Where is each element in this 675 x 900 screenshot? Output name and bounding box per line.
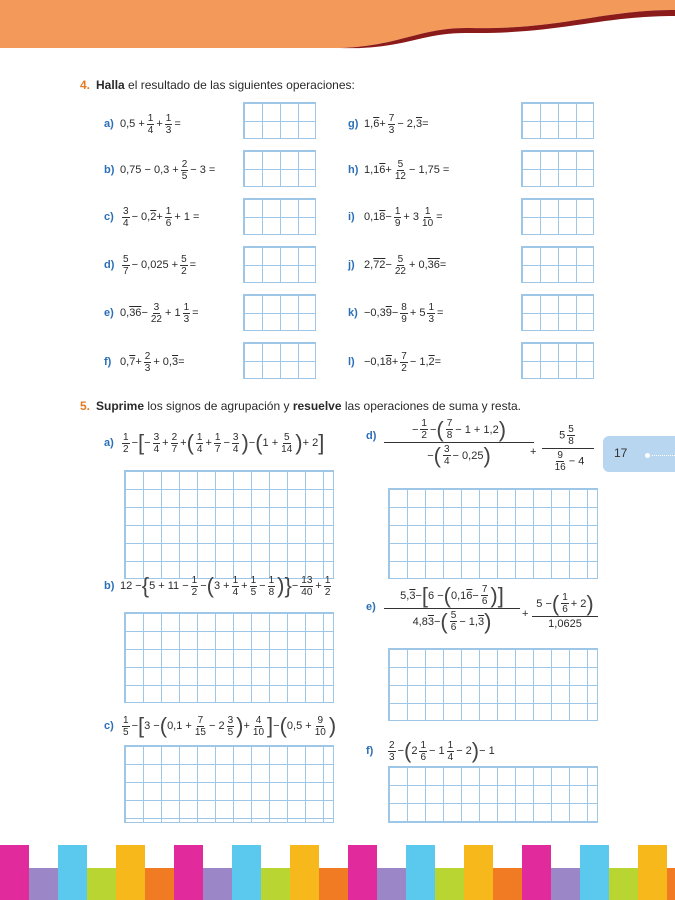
exercise-5d-second: 5 $\frac{5}{8}$ $\frac{9}{16}$ − 4 [542,424,594,473]
footer-stripe [377,868,406,900]
answer-grid-5f[interactable] [388,766,598,823]
footer-stripe [435,868,464,900]
exercise-5e: e) [366,601,376,613]
footer-stripe [58,845,87,900]
answer-grid-5b[interactable] [124,612,334,703]
footer-stripe [145,868,174,900]
page-dotted-line [652,455,675,456]
footer-stripe [522,845,551,900]
answer-grid-5e[interactable] [388,648,598,721]
exercise-5e-expression: 5, 3 − [ 6 − ( 0,1 6 − $\frac{7}{6}$ ) ] 4,8 3 − ( $\frac{5}{6}$ − 1, 3 ) [384,584,520,633]
exercise-4e: e) 0, 36 − $\frac{3}{22}$ + 1 $\frac{1}{3}$ = [104,301,199,325]
exercise-5e-second: 5 − ( $\frac{1}{6}$ + 2 ) 1,0625 [532,592,598,630]
answer-grid-4a[interactable] [243,102,316,139]
exercise-5d: d) [366,430,377,442]
footer-stripe [464,845,493,900]
footer-stripe [0,845,29,900]
footer-stripe [29,868,58,900]
footer-stripe [87,868,116,900]
exercise-4a: a) 0,5 + $\frac{1}{4}$ + $\frac{1}{3}$ = [104,112,181,136]
footer-stripe [203,868,232,900]
answer-grid-5c[interactable] [124,745,334,823]
exercise-number: 4. [80,78,91,92]
footer-stripe [609,868,638,900]
exercise-5b: b) 12 − { 5 + 11 − $\frac{1}{2}$ − ( 3 + $\frac{1}{4}$ + $\frac{1}{5}$ − $\frac{1}{8}$ ) } − $\frac{13}{40}$ + $\frac{1}{2}$ [104,573,331,598]
footer-stripe [290,845,319,900]
header-banner [0,0,675,60]
exercise-5d-expression: − $\frac{1}{2}$ − ( $\frac{7}{8}$ − 1 + 1,2 ) − ( $\frac{3}{4}$ − 0,25 ) [384,418,534,467]
answer-grid-4j[interactable] [521,246,594,283]
footer-stripe [174,845,203,900]
exercise-4k: k) −0,3 9 − $\frac{8}{9}$ + 5 $\frac{1}{3}$ = [348,301,444,325]
answer-grid-4e[interactable] [243,294,316,331]
plus-sign: + [530,446,537,458]
answer-grid-4g[interactable] [521,102,594,139]
footer-stripe [551,868,580,900]
answer-grid-4d[interactable] [243,246,316,283]
answer-grid-4k[interactable] [521,294,594,331]
exercise-4f: f) 0, 7 + $\frac{2}{3}$ + 0, 3 = [104,350,185,374]
exercise-4j: j) 2, 72 − $\frac{5}{22}$ + 0, 36 = [348,253,447,277]
footer-stripe [580,845,609,900]
exercise-5-title: 5. Suprime los signos de agrupación y resuelve las operaciones de suma y resta. [80,399,521,413]
exercise-5f: f) $\frac{2}{3}$ − ( 2 $\frac{1}{6}$ − 1 $\frac{1}{4}$ − 2 ) − 1 [366,738,495,763]
answer-grid-4b[interactable] [243,150,316,187]
footer-stripe [261,868,290,900]
exercise-4l: l) −0,1 8 + $\frac{7}{2}$ − 1, 2 = [348,350,442,374]
exercise-4b: b) 0,75 − 0,3 + $\frac{2}{5}$ − 3 = [104,158,216,182]
footer-stripe [348,845,377,900]
answer-grid-4f[interactable] [243,342,316,379]
footer-stripe [638,845,667,900]
answer-grid-4c[interactable] [243,198,316,235]
exercise-4c: c) $\frac{3}{4}$ − 0, 2 + $\frac{1}{6}$ + 1 = [104,205,200,229]
plus-sign: + [522,608,529,620]
footer-stripe [116,845,145,900]
answer-grid-4h[interactable] [521,150,594,187]
footer-stripe [667,868,675,900]
exercise-5a: a) $\frac{1}{2}$ − [ − $\frac{3}{4}$ + $\frac{2}{7}$ + ( $\frac{1}{4}$ + $\frac{1}{7}$ − $\frac{3}{4}$ ) − ( 1 + $\frac{5}{14}$ ) + 2 ] [104,430,325,455]
exercise-4d: d) $\frac{5}{7}$ − 0,025 + $\frac{5}{2}$ = [104,253,197,277]
answer-grid-5a[interactable] [124,470,334,579]
answer-grid-4l[interactable] [521,342,594,379]
footer-stripe [232,845,261,900]
page-dot [645,453,650,458]
answer-grid-5d[interactable] [388,488,598,579]
exercise-4i: i) 0,1 8 − $\frac{1}{9}$ + 3 $\frac{1}{10}$ = [348,205,443,229]
exercise-number: 5. [80,399,91,413]
exercise-4h: h) 1,1 6 + $\frac{5}{12}$ − 1,75 = [348,158,450,182]
exercise-5c: c) $\frac{1}{5}$ − [ 3 − ( 0,1 + $\frac{7}{15}$ − 2 $\frac{3}{5}$ ) + $\frac{4}{10}$ ] − ( 0,5 + $\frac{9}{10}$ ) [104,713,337,738]
exercise-4-title: 4. Halla el resultado de las siguientes operaciones: [80,78,355,92]
answer-grid-4i[interactable] [521,198,594,235]
footer-stripe [493,868,522,900]
exercise-4g: g) 1, 6 + $\frac{7}{3}$ − 2, 3 = [348,112,429,136]
footer-stripe [319,868,348,900]
footer-stripe [406,845,435,900]
page-number: 17 [614,446,628,460]
